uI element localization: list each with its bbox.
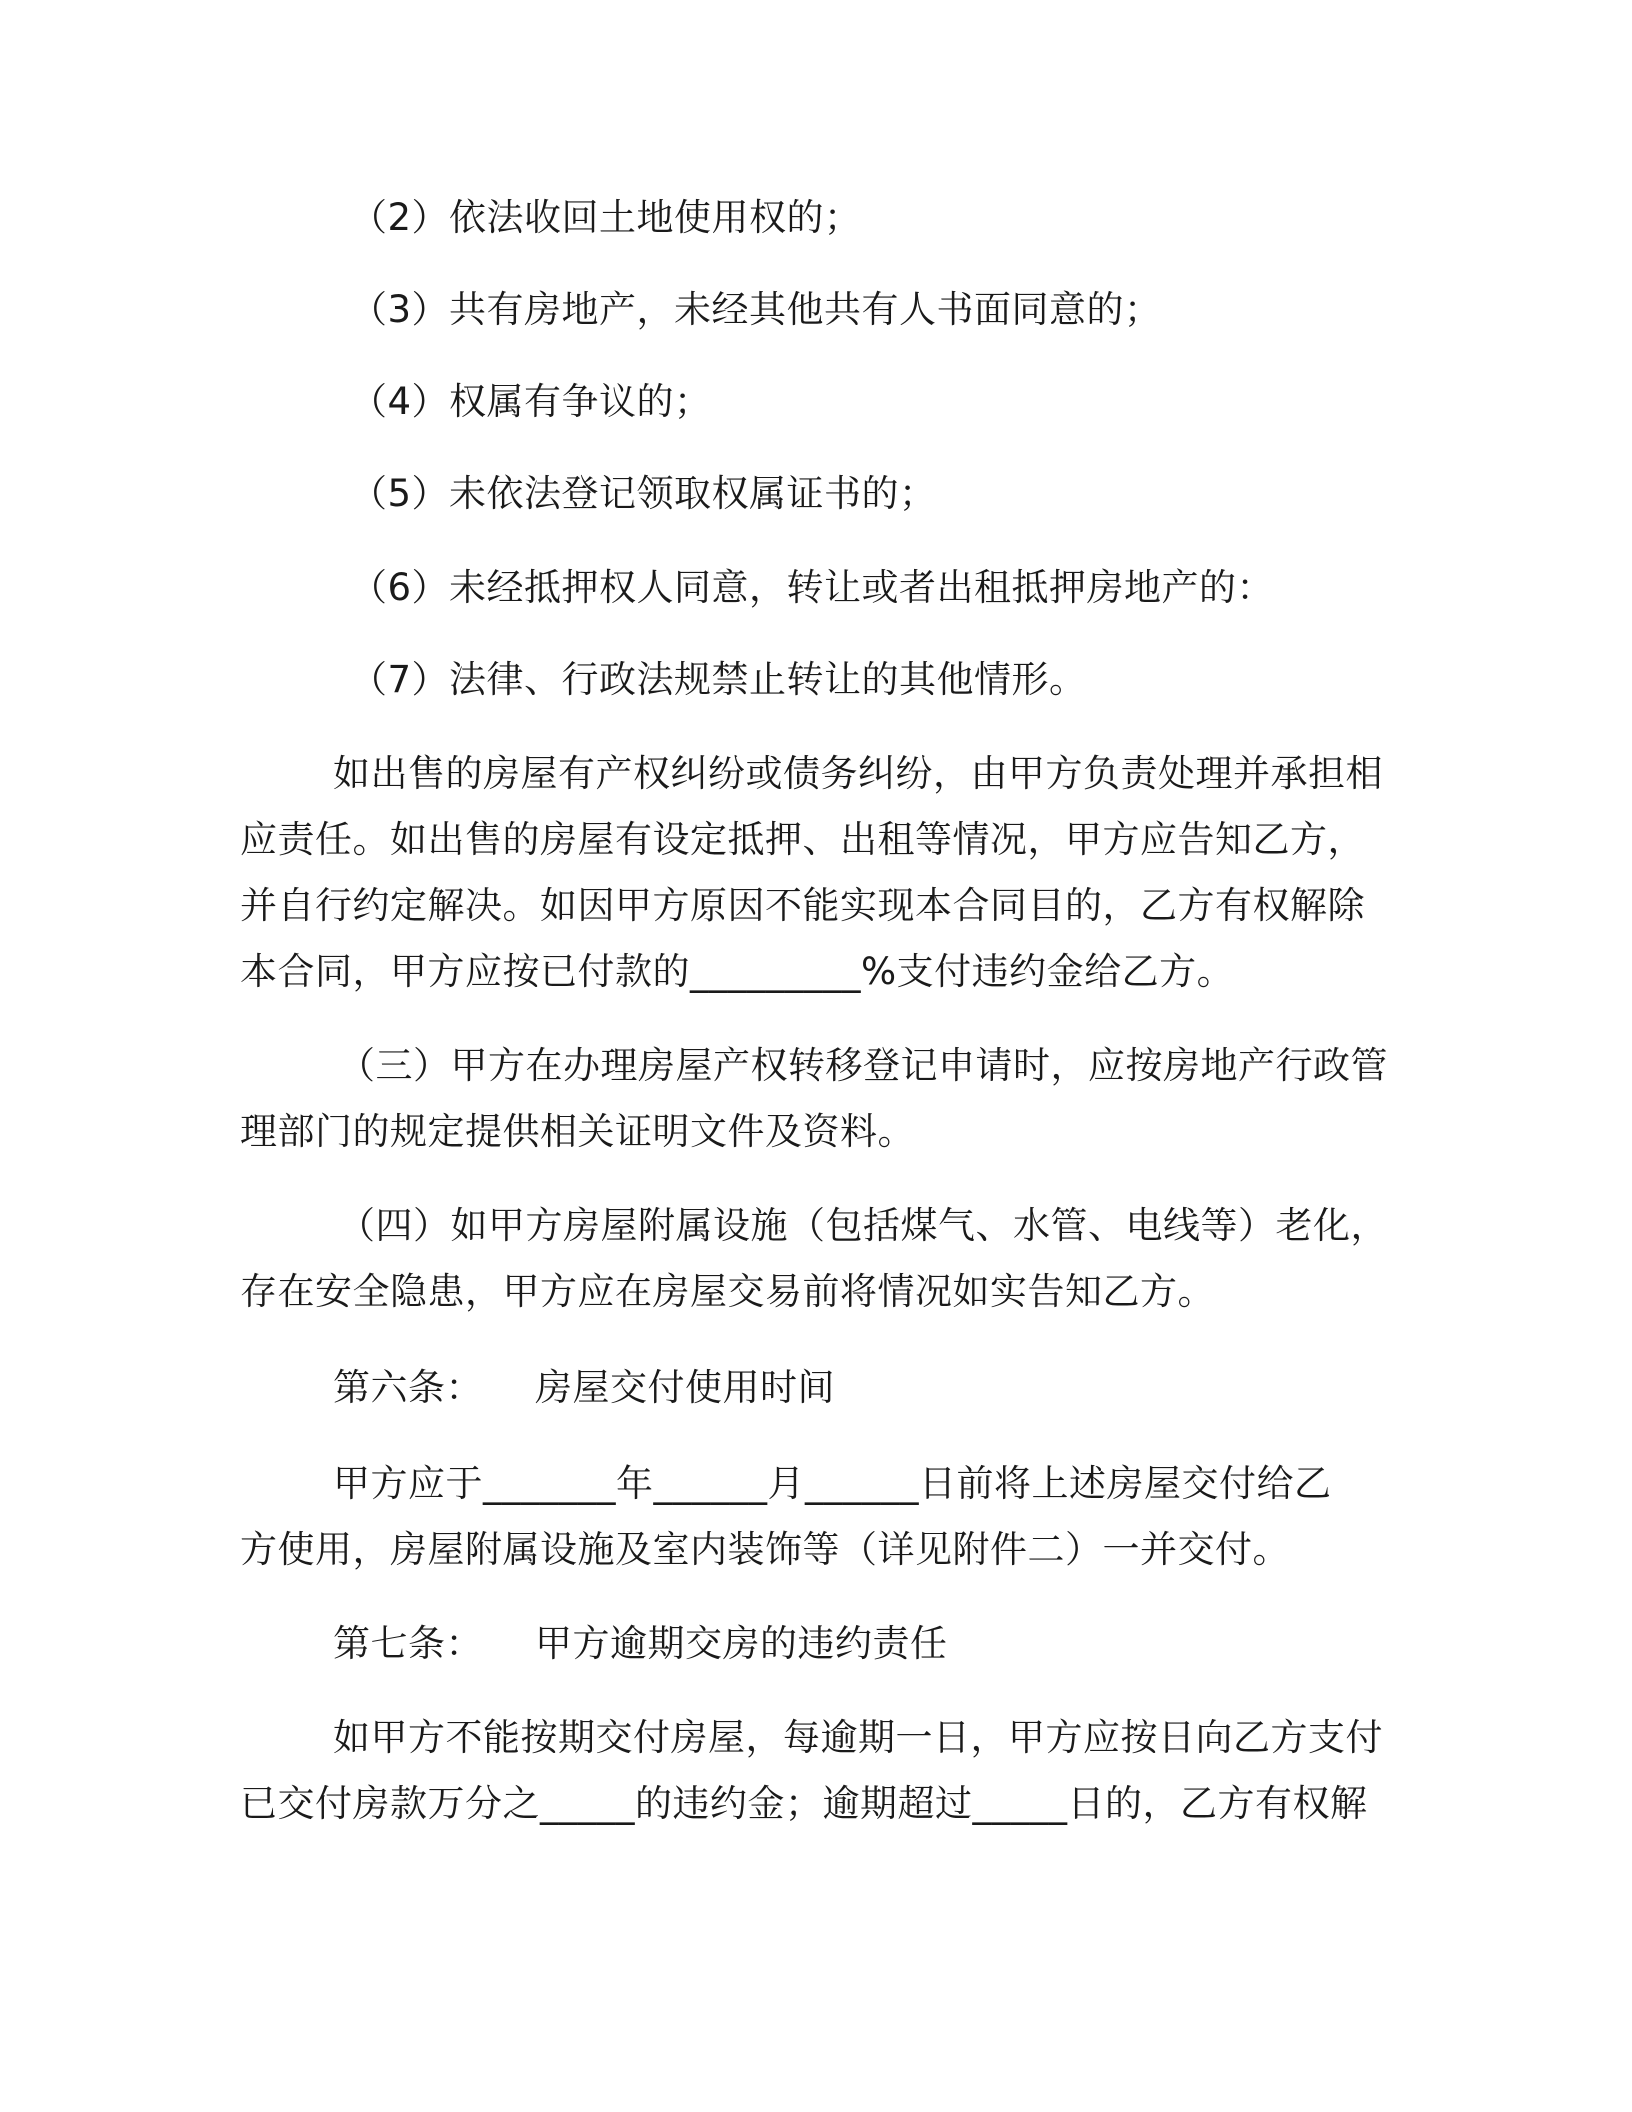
list-item-3: （3）共有房地产，未经其他共有人书面同意的； [350,288,1162,331]
paragraph-line: 如甲方不能按期交付房屋，每逾期一日，甲方应按日向乙方支付 [333,1716,1383,1759]
paragraph-line: 甲方应于_______年______月______日前将上述房屋交付给乙 [333,1462,1332,1505]
article-7-heading [333,1618,948,1670]
paragraph-line: （四）如甲方房屋附属设施（包括煤气、水管、电线等）老化， [338,1204,1388,1247]
paragraph-line: 本合同，甲方应按已付款的_________%支付违约金给乙方。 [240,950,1235,993]
paragraph-line: 应责任。如出售的房屋有设定抵押、出租等情况，甲方应告知乙方， [240,818,1365,861]
paragraph-line: 方使用，房屋附属设施及室内装饰等（详见附件二）一并交付。 [240,1528,1290,1571]
paragraph-line: 存在安全隐患，甲方应在房屋交易前将情况如实告知乙方。 [240,1270,1215,1313]
list-item-2: （2）依法收回土地使用权的； [350,196,862,239]
paragraph-line: 并自行约定解决。如因甲方原因不能实现本合同目的，乙方有权解除 [240,884,1365,927]
article-6-title: 房屋交付使用时间 [535,1366,835,1409]
list-item-4: （4）权属有争议的； [350,380,712,423]
list-item-5: （5）未依法登记领取权属证书的； [350,472,937,515]
article-6-label: 第六条： [333,1366,483,1409]
list-item-7: （7）法律、行政法规禁止转让的其他情形。 [350,658,1087,701]
paragraph-line: 已交付房款万分之_____的违约金；逾期超过_____日的，乙方有权解 [240,1782,1368,1825]
paragraph-line: 理部门的规定提供相关证明文件及资料。 [240,1110,915,1153]
article-6-heading [333,1362,835,1414]
paragraph-line: （三）甲方在办理房屋产权转移登记申请时，应按房地产行政管 [338,1044,1388,1087]
paragraph-line: 如出售的房屋有产权纠纷或债务纠纷，由甲方负责处理并承担相 [333,752,1383,795]
list-item-6: （6）未经抵押权人同意，转让或者出租抵押房地产的： [350,566,1275,609]
article-7-title: 甲方逾期交房的违约责任 [535,1622,948,1665]
article-7-label: 第七条： [333,1622,483,1665]
